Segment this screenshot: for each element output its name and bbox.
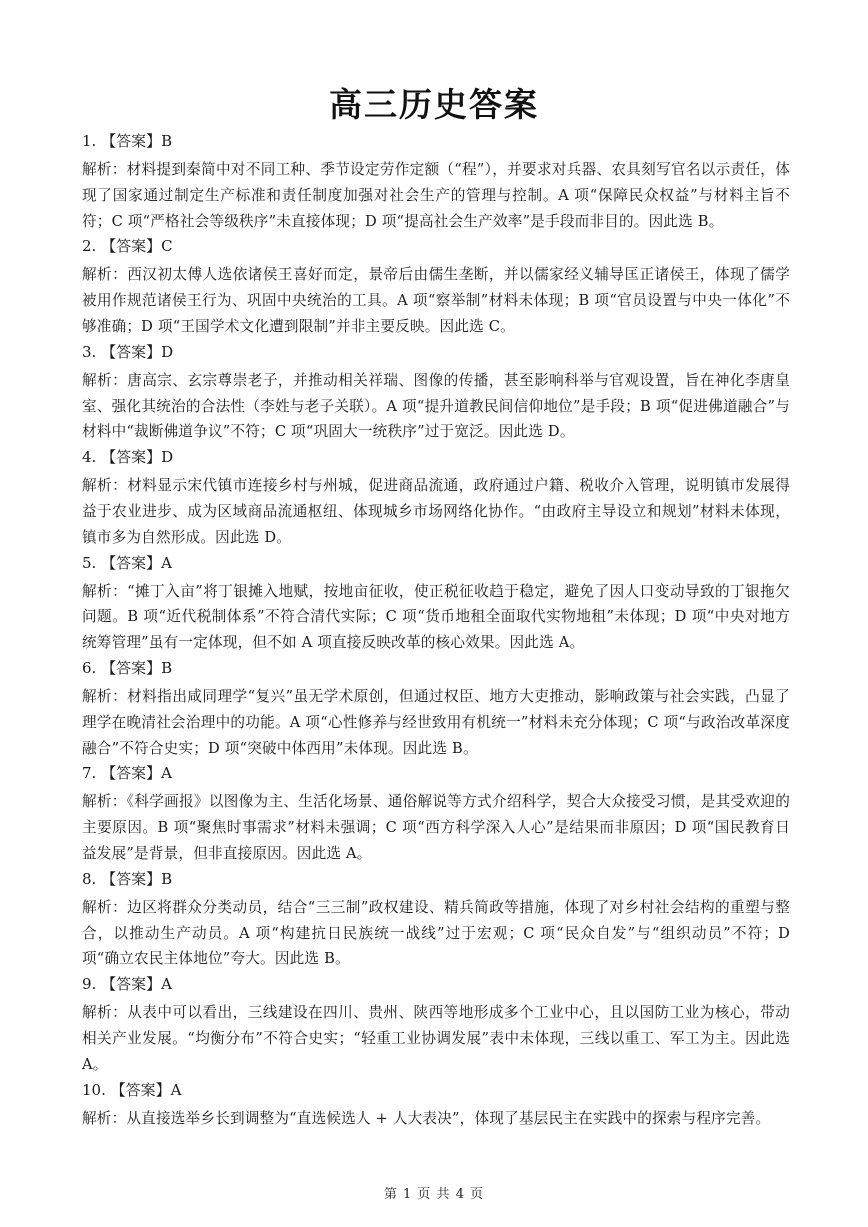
answer-explanation: 解析：材料提到秦简中对不同工种、季节设定劳作定额（“程”），并要求对兵器、农具刻写官名以示责任，体现了国家通过制定生产标准和责任制度加强对社会生产的管理与控制。A 项“保障民众权益”与材料主旨不符；C 项“严格社会等级秩序”未直接体现；D 项“提高社会生产效率”是手段而非目的。因此选 B。 — [82, 161, 790, 230]
answer-item-10 — [82, 1080, 790, 1132]
answer-explanation: 解析：边区将群众分类动员，结合“三三制”政权建设、精兵简政等措施，体现了对乡村社会结构的重塑与整合，以推动生产动员。A 项“构建抗日民族统一战线”过于宏观；C 项“民众自发”与“组织动员”不符；D 项“确立农民主体地位”夸大。因此选 B。 — [82, 898, 790, 968]
answer-header: 9. 【答案】A — [82, 975, 172, 994]
answer-header: 8. 【答案】B — [82, 869, 173, 888]
answer-explanation: 解析：“摊丁入亩”将丁银摊入地赋，按地亩征收，使正税征收趋于稳定，避免了因人口变动导致的丁银拖欠问题。B 项“近代税制体系”不符合清代实际；C 项“货币地租全面取代实物地租”未体现；D 项“中央对地方统筹管理”虽有一定体现，但不如 A 项直接反映改革的核心效果。因此选 A。 — [82, 582, 790, 652]
answer-explanation: 解析：从表中可以看出，三线建设在四川、贵州、陕西等地形成多个工业中心，且以国防工业为核心，带动相关产业发展。“均衡分布”不符合史实；“轻重工业协调发展”表中未体现，三线以重工、军工为主。因此选 A。 — [82, 1004, 790, 1073]
answer-header: 1. 【答案】B — [82, 132, 173, 150]
answer-list — [82, 131, 790, 1133]
answer-header: 7. 【答案】A — [82, 764, 172, 783]
answer-header: 2. 【答案】C — [82, 237, 173, 256]
answer-explanation: 解析：材料指出咸同理学“复兴”虽无学术原创，但通过权臣、地方大吏推动，影响政策与社会实践，凸显了理学在晚清社会治理中的功能。A 项“心性修养与经世致用有机统一”材料未充分体现；C 项“与政治改革深度融合”不符合史实；D 项“突破中体西用”未体现。因此选 B。 — [82, 687, 790, 757]
answer-item-6 — [82, 658, 790, 761]
answer-item-8 — [82, 869, 790, 972]
page-title: 高三历史答案 — [329, 85, 539, 124]
answer-header: 10. 【答案】A — [82, 1080, 182, 1099]
answer-item-9 — [82, 974, 790, 1077]
answer-explanation: 解析：从直接选举乡长到调整为“直选候选人 + 人大表决”，体现了基层民主在实践中的探索与程序完善。 — [82, 1109, 771, 1127]
answer-item-4 — [82, 447, 790, 550]
answer-header: 4. 【答案】D — [82, 448, 174, 467]
answer-explanation: 解析：《科学画报》以图像为主、生活化场景、通俗解说等方式介绍科学，契合大众接受习惯，是其受欢迎的主要原因。B 项“聚焦时事需求”材料未强调；C 项“西方科学深入人心”是结果而非原因；D 项“国民教育日益发展”是背景，但非直接原因。因此选 A。 — [82, 793, 790, 862]
answer-item-3 — [82, 342, 790, 445]
page-number-footer: 第 1 页 共 4 页 — [383, 1187, 485, 1202]
answer-header: 3. 【答案】D — [82, 342, 174, 361]
answer-explanation: 解析：材料显示宋代镇市连接乡村与州城，促进商品流通，政府通过户籍、税收介入管理，说明镇市发展得益于农业进步、成为区域商品流通枢纽、体现城乡市场网络化协作。“由政府主导设立和规划”材料未体现，镇市多为自然形成。因此选 D。 — [82, 477, 790, 546]
answer-header: 6. 【答案】B — [82, 658, 173, 677]
answer-explanation: 解析：唐高宗、玄宗尊崇老子，并推动相关祥瑞、图像的传播，甚至影响科举与官观设置，旨在神化李唐皇室、强化其统治的合法性（李姓与老子关联）。A 项“提升道教民间信仰地位”是手段；B 项“促进佛道融合”与材料中“裁断佛道争议”不符；C 项“巩固大一统秩序”过于宽泛。因此选 D。 — [82, 371, 790, 441]
answer-item-5 — [82, 553, 790, 656]
answer-item-2 — [82, 236, 790, 339]
answer-item-1 — [82, 131, 790, 234]
answer-item-7 — [82, 763, 790, 866]
answer-explanation: 解析：西汉初太傅人选依诸侯王喜好而定，景帝后由儒生垄断，并以儒家经义辅导匡正诸侯王，体现了儒学被用作规范诸侯王行为、巩固中央统治的工具。A 项“察举制”材料未体现；B 项“官员设置与中央一体化”不够准确；D 项“王国学术文化遭到限制”并非主要反映。因此选 C。 — [82, 266, 790, 335]
answer-header: 5. 【答案】A — [82, 553, 172, 572]
